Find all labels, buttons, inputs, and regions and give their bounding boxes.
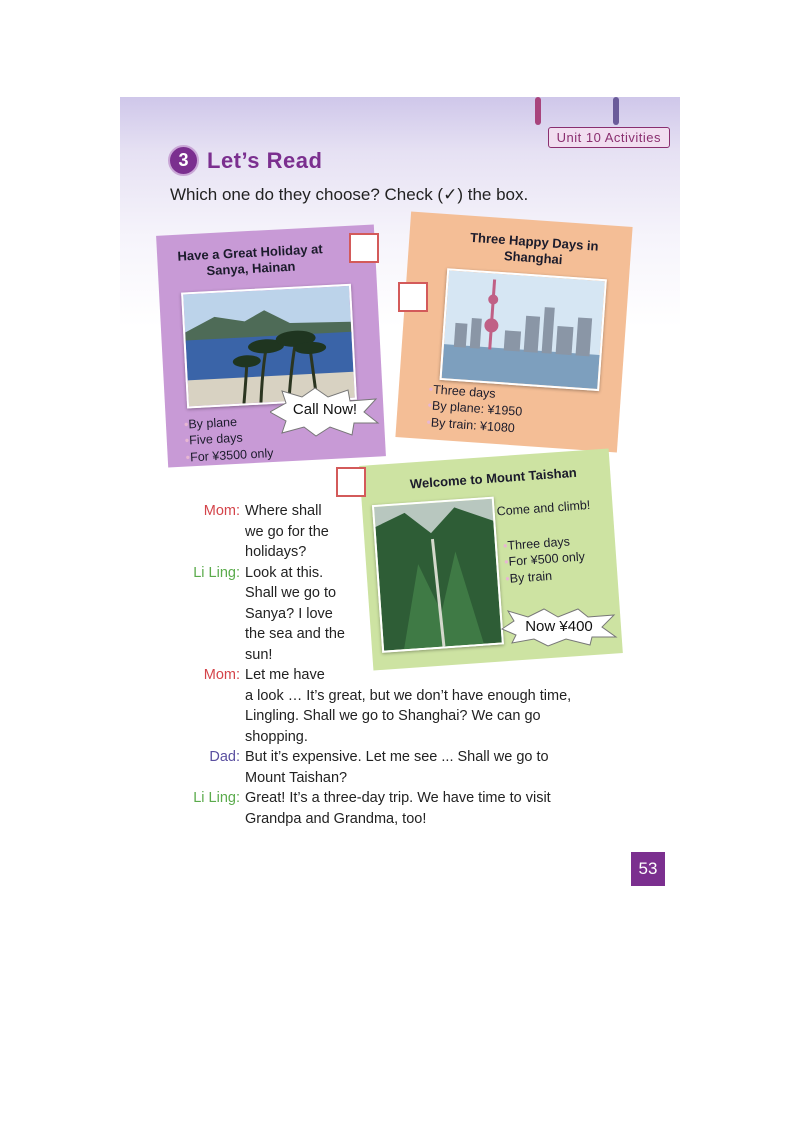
checkbox-shanghai[interactable]: [398, 282, 428, 312]
line-text: sun!: [245, 646, 273, 663]
page-number: 53: [631, 852, 665, 886]
card-title: Have a Great Holiday at Sanya, Hainan: [177, 241, 323, 279]
unit-tab: Unit 10 Activities: [548, 127, 670, 148]
line-text: Lingling. Shall we go to Shanghai? We can go: [245, 708, 541, 724]
line-text: shopping.: [245, 728, 308, 745]
list-item: • Three days: [428, 381, 524, 404]
line-text: Look at this.: [245, 564, 324, 581]
dialogue-line: [160, 501, 660, 563]
burst-label: Now ¥400: [525, 618, 593, 635]
decorative-post: [613, 97, 619, 125]
dialogue-line: [160, 788, 660, 829]
list-item: • By plane: ¥1950: [427, 397, 523, 420]
checkbox-taishan[interactable]: [336, 467, 366, 497]
list-item: • For ¥3500 only: [185, 445, 274, 466]
speaker-label: Li Ling:: [193, 564, 240, 581]
list-item: • Five days: [184, 428, 273, 449]
line-text: the sea and the: [245, 626, 345, 642]
line-text: Let me have: [245, 667, 325, 683]
list-item: • By train: [505, 565, 587, 587]
dialogue-line: [160, 563, 660, 666]
list-item: • By plane: [184, 412, 273, 433]
instruction: Which one do they choose? Check (✓) the box.: [170, 185, 529, 204]
card-shanghai: [395, 212, 632, 453]
section-heading: [168, 145, 322, 176]
call-now-burst: [270, 387, 380, 437]
checkbox-sanya[interactable]: [349, 233, 379, 263]
list-item: • By train: ¥1080: [426, 414, 522, 437]
line-text: we go for the: [245, 523, 329, 540]
card-subtitle: Come and climb!: [496, 497, 591, 519]
line-text: Mount Taishan?: [245, 769, 348, 786]
section-number: 3: [168, 145, 199, 176]
speaker-label: Mom:: [203, 503, 240, 519]
section-title: Let’s Read: [207, 147, 323, 173]
dialogue: [160, 501, 660, 829]
textbook-page: [120, 97, 680, 892]
speaker-label: Mom:: [203, 667, 240, 683]
line-text: a look … It’s great, but we don’t have enough time,: [245, 687, 572, 704]
line-text: Shall we go to: [245, 585, 337, 601]
burst-label: Call Now!: [292, 401, 358, 418]
line-text: Great! It’s a three-day trip. We have time to visit: [245, 790, 551, 806]
shanghai-skyline-photo: [439, 268, 606, 391]
dialogue-line: [160, 665, 660, 747]
speaker-label: Li Ling:: [193, 790, 240, 806]
speaker-label: Dad:: [209, 749, 240, 765]
card-list: [426, 381, 524, 436]
card-title: Welcome to Mount Taishan: [409, 464, 578, 492]
line-text: holidays?: [245, 544, 307, 560]
line-text: Where shall: [245, 503, 322, 519]
card-list: [184, 412, 274, 465]
list-item: • Three days: [503, 533, 585, 555]
line-text: But it’s expensive. Let me see ... Shall we go to: [245, 749, 549, 765]
decorative-post: [535, 97, 541, 125]
card-title: Three Happy Days in Shanghai: [469, 229, 600, 268]
list-item: • For ¥500 only: [504, 549, 586, 571]
dialogue-line: [160, 747, 660, 788]
line-text: Sanya? I love: [245, 605, 333, 622]
line-text: Grandpa and Grandma, too!: [245, 810, 427, 827]
